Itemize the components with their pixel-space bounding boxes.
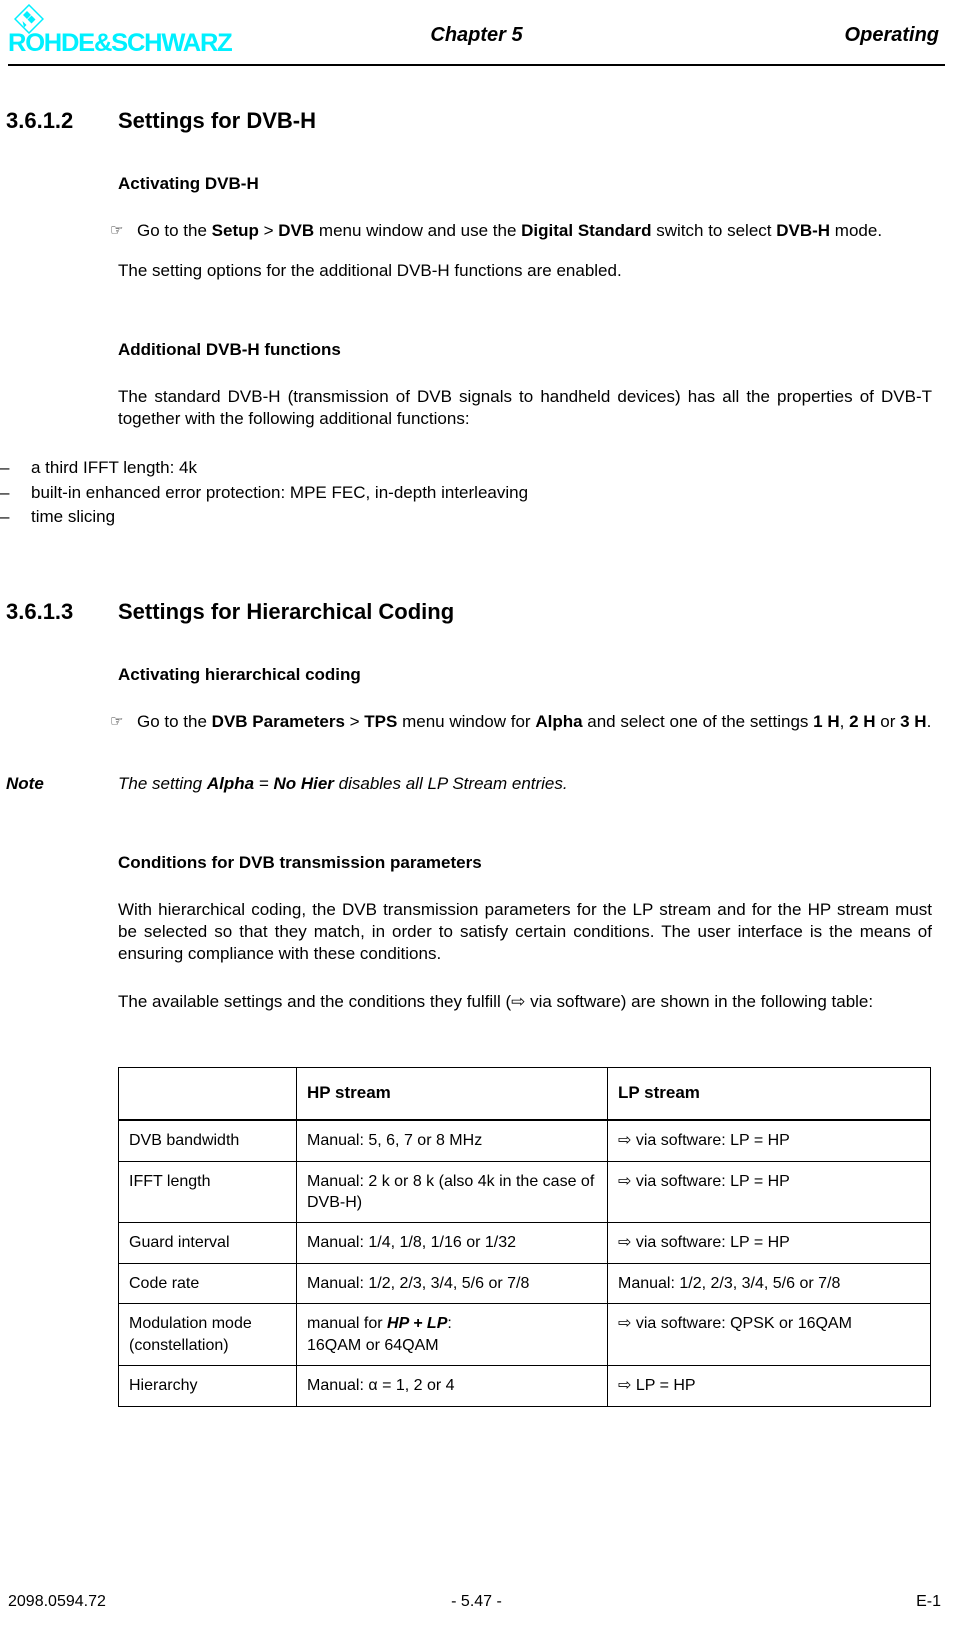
header-divider [8, 64, 945, 66]
subheading-activating-hierarchical-coding: Activating hierarchical coding [118, 664, 361, 684]
table-row [119, 1120, 931, 1161]
footer-document-number: 2098.0594.72 [8, 1593, 106, 1610]
heading-title: Settings for DVB-H [118, 108, 316, 133]
footer-edition: E-1 [916, 1593, 941, 1610]
subheading-conditions-dvb-transmission-parameters: Conditions for DVB transmission parameters [118, 852, 482, 872]
paragraph-available-settings: The available settings and the conditions they fulfill (⇨ via software) are shown in the following table: [118, 992, 874, 1012]
step-text: Go to the DVB Parameters > TPS menu window for Alpha and select one of the settings 1 H, 2 H or 3 H. [137, 711, 932, 731]
pointing-hand-icon: ☞ [110, 712, 124, 730]
dash-list-dvb-h-functions [0, 456, 814, 528]
table-row [119, 1304, 931, 1366]
note-label: Note [6, 773, 44, 793]
table-row [119, 1263, 931, 1303]
table-header-row [119, 1068, 931, 1120]
list-item [0, 481, 814, 505]
heading-3-6-1-2 [0, 108, 953, 134]
paragraph-hierarchical-coding: With hierarchical coding, the DVB transmission parameters for the LP stream and for the HP stream must be selected so that they match, in order to satisfy certain conditions. The user interface is the means of ensuring compliance with these conditions. [118, 899, 932, 964]
page-content [0, 68, 953, 1407]
row-lp-value: ⇨ via software: QPSK or 16QAM [608, 1304, 931, 1366]
list-item [0, 456, 814, 480]
row-lp-value: ⇨ via software: LP = HP [608, 1223, 931, 1263]
list-item-label: time slicing [31, 506, 116, 526]
step-activate-hierarchical-coding [110, 711, 932, 733]
page-header [0, 0, 953, 68]
row-label: DVB bandwidth [119, 1120, 297, 1161]
heading-3-6-1-3 [0, 599, 953, 625]
row-label: Guard interval [119, 1223, 297, 1263]
row-label: Hierarchy [119, 1366, 297, 1406]
table-header-cell-blank [119, 1068, 297, 1120]
row-hp-value: Manual: 2 k or 8 k (also 4k in the case of DVB-H) [297, 1161, 608, 1223]
table-row [119, 1223, 931, 1263]
row-label: IFFT length [119, 1161, 297, 1223]
note-block [0, 773, 953, 795]
row-hp-value: Manual: 1/4, 1/8, 1/16 or 1/32 [297, 1223, 608, 1263]
step-activate-dvb-h [110, 220, 932, 242]
row-hp-value: Manual: α = 1, 2 or 4 [297, 1366, 608, 1406]
list-item-label: a third IFFT length: 4k [31, 458, 197, 478]
step-text: Go to the Setup > DVB menu window and use the Digital Standard switch to select DVB-H mode. [137, 221, 883, 240]
row-hp-value: Manual: 1/2, 2/3, 3/4, 5/6 or 7/8 [297, 1263, 608, 1303]
dash-marker: – [0, 458, 10, 478]
row-lp-value: Manual: 1/2, 2/3, 3/4, 5/6 or 7/8 [608, 1263, 931, 1303]
heading-number: 3.6.1.2 [6, 108, 74, 133]
heading-number: 3.6.1.3 [6, 598, 74, 624]
header-section: Operating [844, 24, 939, 46]
subheading-additional-dvb-h-functions: Additional DVB-H functions [118, 340, 341, 360]
table-header-cell-hp-stream: HP stream [297, 1068, 608, 1120]
dash-marker: – [0, 482, 10, 502]
row-hp-value: Manual: 5, 6, 7 or 8 MHz [297, 1120, 608, 1161]
footer-page-number: - 5.47 - [451, 1593, 502, 1610]
row-lp-value: ⇨ via software: LP = HP [608, 1120, 931, 1161]
table-row [119, 1366, 931, 1406]
heading-title: Settings for Hierarchical Coding [118, 598, 455, 624]
logo-wordmark: ROHDE&SCHWARZ [8, 29, 232, 57]
pointing-hand-icon: ☞ [110, 222, 124, 239]
row-hp-value: manual for HP + LP: 16QAM or 64QAM [297, 1304, 608, 1366]
subheading-activating-dvb-h: Activating DVB-H [118, 174, 259, 193]
paragraph-dvb-h-standard: The standard DVB-H (transmission of DVB signals to handheld devices) has all the properties of DVB-T together with the following additional functions: [118, 387, 932, 429]
note-text: The setting Alpha = No Hier disables all LP Stream entries. [118, 773, 568, 793]
row-lp-value: ⇨ LP = HP [608, 1366, 931, 1406]
list-item-label: built-in enhanced error protection: MPE FEC, in-depth interleaving [31, 482, 529, 502]
header-chapter: Chapter 5 [430, 24, 523, 46]
step-result-text: The setting options for the additional DVB-H functions are enabled. [118, 261, 622, 281]
row-label: Modulation mode (constellation) [119, 1304, 297, 1366]
page-footer [0, 1593, 953, 1615]
row-lp-value: ⇨ via software: LP = HP [608, 1161, 931, 1223]
row-label: Code rate [119, 1263, 297, 1303]
list-item [0, 505, 814, 529]
dash-marker: – [0, 506, 10, 526]
table-header-cell-lp-stream: LP stream [608, 1068, 931, 1120]
table-row [119, 1161, 931, 1223]
conditions-table [118, 1067, 931, 1406]
